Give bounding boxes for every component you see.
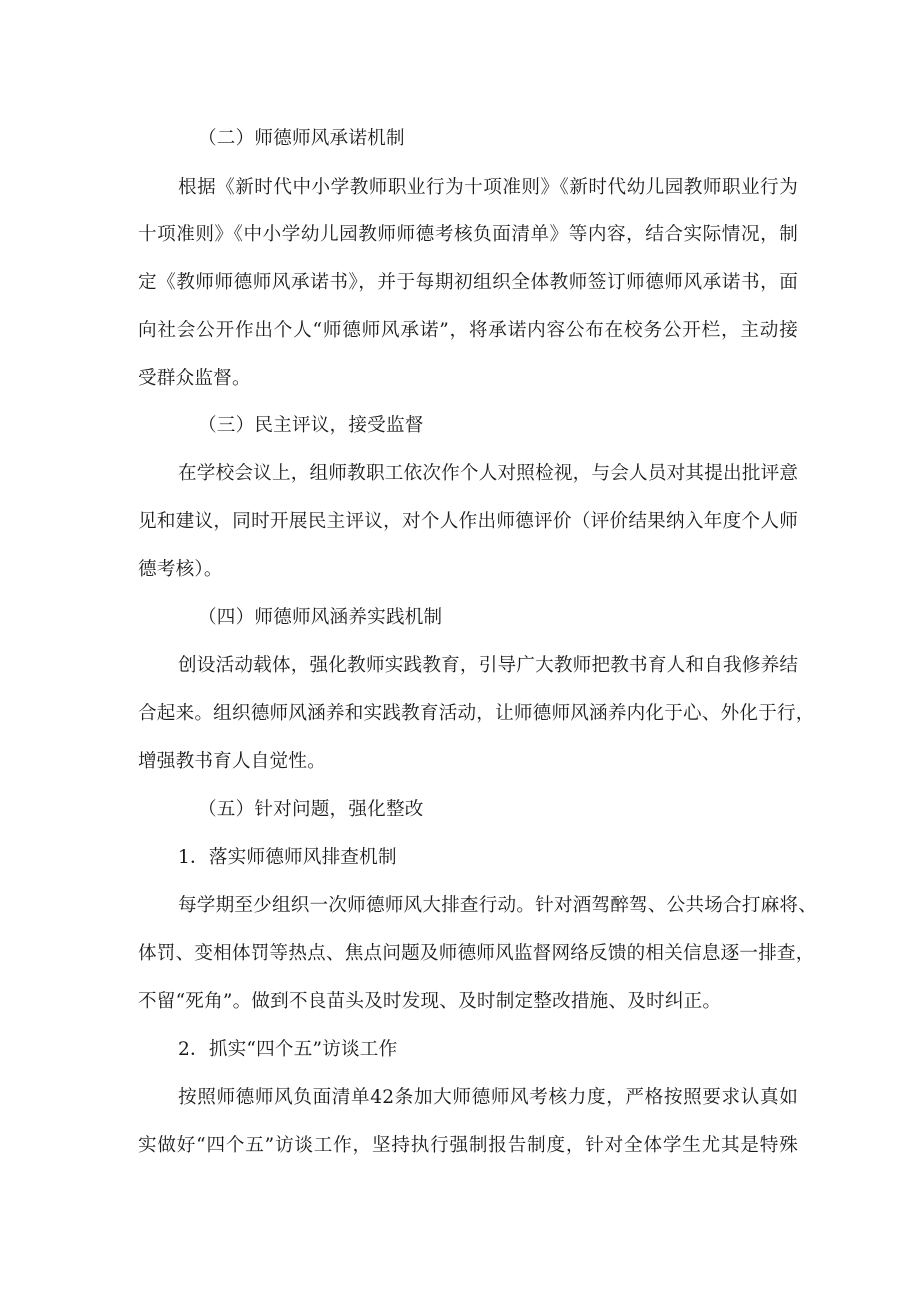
paragraph-line: 向社会公开作出个人“师德师风承诺”，将承诺内容公布在校务公开栏，主动接: [138, 320, 798, 341]
paragraph-line: 每学期至少组织一次师德师风大排查行动。针对酒驾醉驾、公共场合打麻将、: [178, 895, 817, 916]
paragraph-line: 德考核）。: [138, 559, 223, 580]
paragraph-line: 受群众监督。: [138, 368, 251, 389]
paragraph-line: 体罚、变相体罚等热点、焦点问题及师德师风监督网络反馈的相关信息逐一排查，: [138, 943, 815, 964]
paragraph-line: 十项准则》《中小学幼儿园教师师德考核负面清单》等内容，结合实际情况，制: [138, 224, 798, 245]
paragraph-line: 按照师德师风负面清单42条加大师德师风考核力度，严格按照要求认真如: [178, 1087, 798, 1108]
subsection-heading-1: 1．落实师德师风排查机制: [178, 847, 397, 868]
section-heading-2: （二）师德师风承诺机制: [198, 128, 405, 149]
paragraph-line: 根据《新时代中小学教师职业行为十项准则》《新时代幼儿园教师职业行为: [178, 177, 798, 198]
paragraph-line: 实做好“四个五”访谈工作，坚持执行强制报告制度，针对全体学生尤其是特殊: [138, 1135, 798, 1156]
paragraph-line: 不留“死角”。做到不良苗头及时发现、及时制定整改措施、及时纠正。: [138, 991, 722, 1012]
paragraph-line: 合起来。组织德师风涵养和实践教育活动，让师德师风涵养内化于心、外化于行，: [138, 703, 815, 724]
section-heading-3: （三）民主评议，接受监督: [198, 415, 424, 436]
section-heading-5: （五）针对问题，强化整改: [198, 799, 424, 820]
paragraph-line: 在学校会议上，组师教职工依次作个人对照检视，与会人员对其提出批评意: [178, 463, 799, 484]
paragraph-line: 增强教书育人自觉性。: [138, 751, 326, 772]
section-heading-4: （四）师德师风涵养实践机制: [198, 607, 443, 628]
paragraph-line: 定《教师师德师风承诺书》，并于每期初组织全体教师签订师德师风承诺书，面: [138, 272, 798, 293]
paragraph-line: 见和建议，同时开展民主评议，对个人作出师德评价（评价结果纳入年度个人师: [138, 511, 798, 532]
subsection-heading-2: 2．抓实“四个五”访谈工作: [178, 1039, 398, 1060]
paragraph-line: 创设活动载体，强化教师实践教育，引导广大教师把教书育人和自我修养结: [178, 655, 799, 676]
